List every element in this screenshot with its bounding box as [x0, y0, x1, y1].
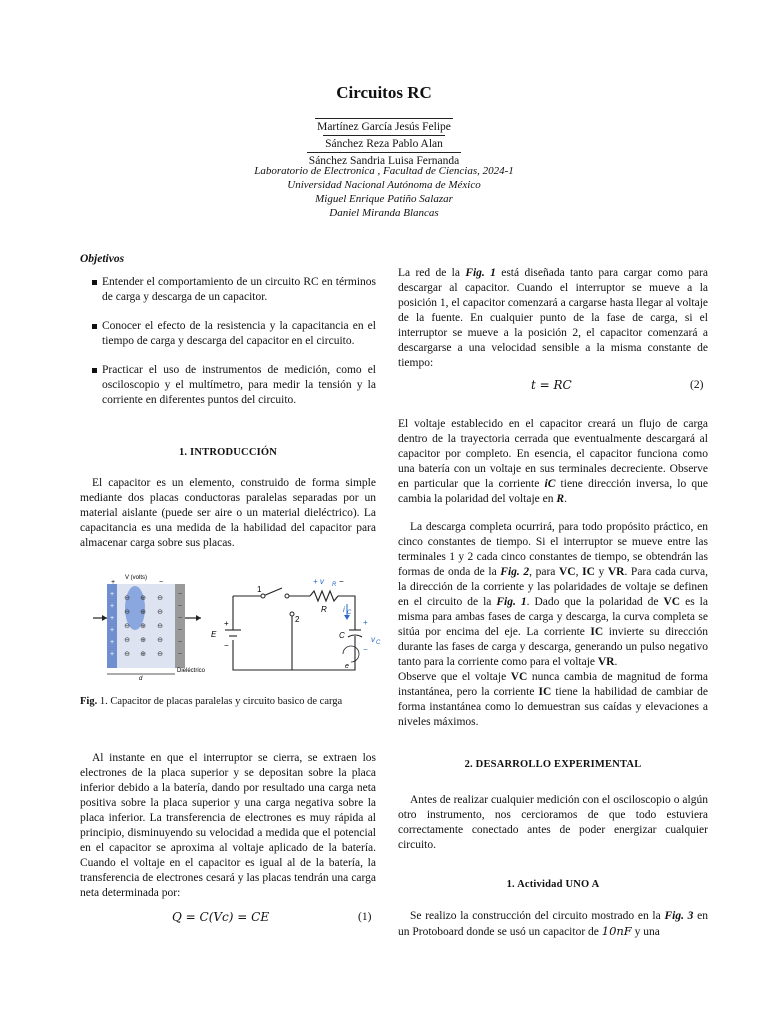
label-vC-plus: + [363, 618, 368, 627]
label-pos2: 2 [295, 615, 300, 624]
label-E-minus: − [224, 641, 229, 650]
paper-title: Circuitos RC [336, 83, 432, 102]
svg-text:⊖: ⊖ [124, 609, 130, 616]
label-volts: V (volts) [125, 575, 148, 581]
label-C: C [339, 631, 345, 640]
svg-text:⊕: ⊕ [140, 637, 146, 644]
svg-text:⊕: ⊕ [140, 651, 146, 658]
equation-2: t = RC [531, 378, 572, 392]
label-vR-sub: R [332, 582, 337, 588]
objectives-section [80, 252, 376, 422]
affiliation-line: Laboratorio de Electronica , Facultad de Ciencias, 2024-1 [254, 165, 514, 177]
author-list [0, 118, 768, 169]
objectives-list [80, 275, 376, 408]
svg-text:⊕: ⊕ [140, 623, 146, 630]
svg-text:⊖: ⊖ [157, 595, 163, 602]
svg-text:⊖: ⊖ [157, 651, 163, 658]
svg-text:−: − [177, 591, 183, 598]
svg-text:⊖: ⊖ [157, 609, 163, 616]
svg-text:−: − [177, 639, 183, 646]
affiliation-line: Miguel Enrique Patiño Salazar [315, 193, 453, 205]
label-d: d [139, 676, 143, 682]
figure-1-caption: Fig. 1. Capacitor de placas paralelas y circuito basico de carga [80, 696, 343, 707]
svg-text:−: − [177, 651, 183, 658]
affiliation-line: Universidad Nacional Autónoma de México [287, 179, 481, 191]
label-vR: + v [313, 577, 324, 586]
svg-text:⊖: ⊖ [124, 637, 130, 644]
objective-item: Conocer el efecto de la resistencia y la capacitancia en el tiempo de carga y descarga del capacitor en el circuito. [84, 319, 376, 349]
author-3: Sánchez Sandria Luisa Fernanda [307, 152, 461, 169]
equation-1: Q = C(Vc) = CE [172, 910, 270, 924]
svg-text:+: + [109, 627, 115, 634]
svg-text:−: − [177, 603, 183, 610]
figure-1-drawing [85, 570, 385, 685]
svg-text:+: + [109, 651, 115, 658]
section-heading-intro: 1. INTRODUCCIÓN [178, 447, 278, 458]
svg-text:⊕: ⊕ [140, 595, 146, 602]
subsection-heading-activity: 1. Actividad UNO A [506, 879, 600, 890]
label-iC: i [343, 605, 345, 614]
equation-1-number: (1) [358, 911, 372, 923]
activity-paragraph: Se realizo la construcción del circuito mostrado en la Fig. 3 en un Protoboard donde se usó un capacitor de 10nF y una [398, 910, 708, 938]
bullet-square-icon [92, 280, 97, 285]
svg-text:+: + [109, 639, 115, 646]
objective-item: Entender el comportamiento de un circuito RC en términos de carga y descarga de un capacitor. [84, 275, 376, 305]
svg-text:+: + [109, 615, 115, 622]
label-e: e [345, 663, 349, 670]
label-E-plus: + [224, 619, 229, 628]
svg-text:⊖: ⊖ [124, 595, 130, 602]
label-minus: − [159, 579, 164, 586]
label-R: R [321, 605, 327, 614]
objective-item: Practicar el uso de instrumentos de medición, como el osciloscopio y el multímetro, para medir la tensión y la corriente en diferentes puntos del circuito. [84, 363, 376, 408]
right-paragraph-2: El voltaje establecido en el capacitor creará un flujo de carga dentro de la trayectoria cerrada que eventualmente descargará al capacitor por completo. En esencia, el capacitor funciona como una batería con un voltaje en sus terminales decreciente. Observe en particular que la corriente iC tiene dirección inversa, lo que cambia la polaridad del voltaje en R. [398, 418, 708, 505]
figure-1 [85, 570, 385, 685]
svg-text:⊖: ⊖ [124, 651, 130, 658]
section-heading-experimental: 2. DESARROLLO EXPERIMENTAL [464, 759, 642, 770]
svg-text:⊖: ⊖ [157, 623, 163, 630]
equation-2-number: (2) [690, 379, 704, 391]
label-vC-sub: C [376, 640, 381, 646]
affiliation-block [0, 164, 768, 220]
svg-text:+: + [109, 591, 115, 598]
affiliation-line: Daniel Miranda Blancas [329, 207, 439, 219]
author-2: Sánchez Reza Pablo Alan [323, 135, 445, 152]
right-paragraph-3: La descarga completa ocurrirá, para todo propósito práctico, en cinco constantes de tiempo. Si el interruptor se mueve entre las terminales 1 y 2 cada cinco constantes de tiempo, se obtendrán las formas de onda de la Fig. 2, para VC, IC y VR. Para cada curva, la dirección de la corriente y las polaridades de voltaje se definen en el circuito de la Fig. 1. Dado que la polaridad de VC es la misma para ambas fases de carga y descarga, la curva completa se sitúa por encima del eje. La corriente IC invierte su dirección durante las fases de carga y descarga, generando un pulso negativo tanto para la corriente como para el voltaje VR. Observe que el voltaje VC nunca cambia de magnitud de forma instantánea, pero la corriente IC tiene la habilidad de cambiar de forma instantánea como lo demuestran sus caídas y elevaciones a niveles máximos. [398, 521, 709, 728]
objectives-heading: Objetivos [80, 253, 125, 265]
svg-text:⊖: ⊖ [157, 637, 163, 644]
svg-text:⊕: ⊕ [140, 609, 146, 616]
label-vC: v [371, 635, 375, 644]
intro-paragraph: El capacitor es un elemento, construido de forma simple mediante dos placas conductoras paralelas separadas por un material aislante (puede ser aire o un material dieléctrico). La capacitancia es una medida de la habilidad del capacitor para almacenar carga sobre sus placas. [80, 477, 376, 549]
label-dielectric: Dieléctrico [177, 668, 206, 674]
svg-text:⊖: ⊖ [124, 623, 130, 630]
svg-text:−: − [177, 627, 183, 634]
experimental-paragraph: Antes de realizar cualquier medición con el osciloscopio o algún otro instrumento, nos cercioramos de que todo estuviera correctamente conectado antes de poder energizar cualquier circuito. [398, 794, 708, 851]
label-E: E [211, 630, 217, 639]
bullet-square-icon [92, 324, 97, 329]
svg-text:+: + [109, 603, 115, 610]
figure-1-label: Fig. [80, 696, 98, 707]
body-paragraph: Al instante en que el interruptor se cierra, se extraen los electrones de la placa superior y se depositan sobre la placa inferior debido a la batería, dando por resultado una carga neta positiva sobre la placa superior y una carga negativa sobre la placa inferior. La transferencia de electrones es muy rápida al principio, disminuyendo su velocidad a medida que el potencial en el capacitor se aproxima al voltaje aplicado de la batería. Cuando el voltaje en el capacitor es igual al de la batería, la transferencia de electrones cesará y las placas tendrán una carga neta determinada por: [80, 752, 376, 899]
right-paragraph-1: La red de la Fig. 1 está diseñada tanto para cargar como para descargar al capacitor. Cuando el interruptor se mueve a la posición 1, el capacitor comenzará a cargarse hasta llegar al voltaje de la fuente. En cualquier punto de la fase de carga, si el interruptor se mueve a la posición 2, el capacitor comenzará a descargarse a una velocidad sensible a la misma constante de tiempo: [398, 267, 708, 369]
bullet-square-icon [92, 368, 97, 373]
svg-text:−: − [177, 615, 183, 622]
label-vR-minus: − [339, 577, 344, 586]
label-plus: + [111, 579, 116, 586]
label-iC-sub: C [347, 610, 352, 616]
label-vC-minus: − [363, 645, 368, 654]
author-1: Martínez García Jesús Felipe [315, 118, 453, 135]
label-pos1: 1 [257, 585, 262, 594]
